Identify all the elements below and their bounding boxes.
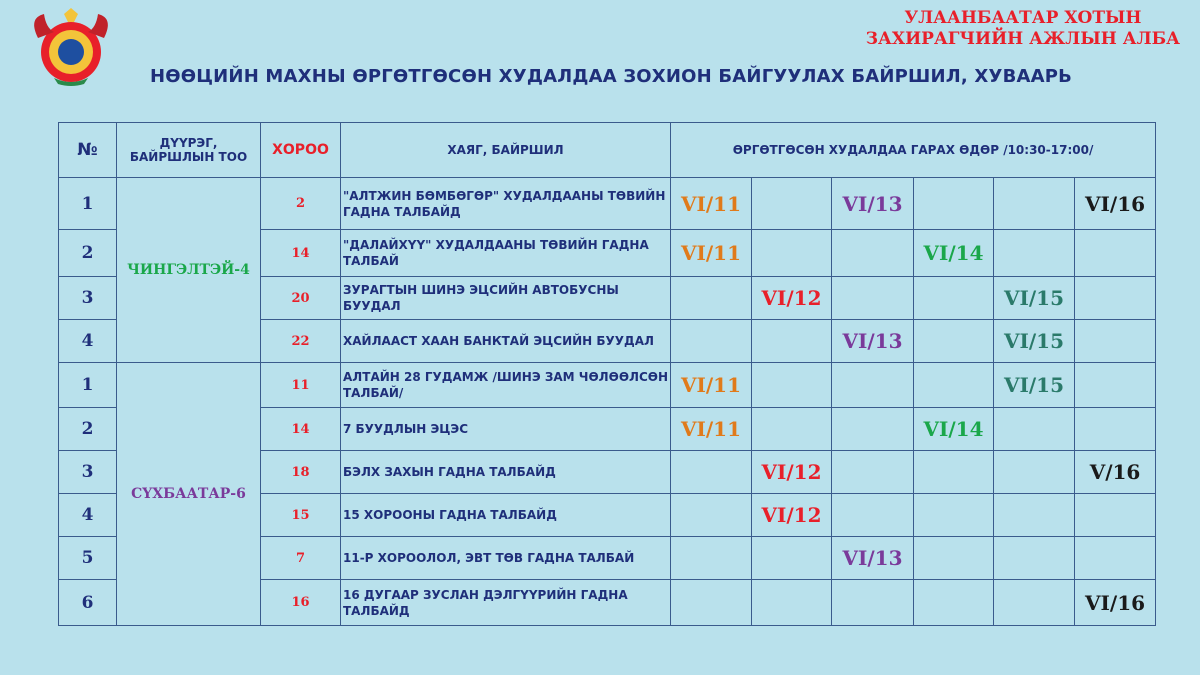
sale-date: V/16 <box>1075 451 1156 494</box>
address: 11-Р ХОРООЛОЛ, ЭВТ ТӨВ ГАДНА ТАЛБАЙ <box>341 537 671 580</box>
sale-date: VI/12 <box>752 277 832 320</box>
address: АЛТАЙН 28 ГУДАМЖ /ШИНЭ ЗАМ ЧӨЛӨӨЛСӨН ТАЛБАЙ/ <box>341 363 671 408</box>
district-name: ЧИНГЭЛТЭЙ-4 <box>117 178 261 363</box>
sale-date <box>994 230 1075 277</box>
sale-date <box>752 320 832 363</box>
address: 16 ДУГААР ЗУСЛАН ДЭЛГҮҮРИЙН ГАДНА ТАЛБАЙД <box>341 580 671 626</box>
sale-date <box>671 451 752 494</box>
address: 15 ХОРООНЫ ГАДНА ТАЛБАЙД <box>341 494 671 537</box>
sale-date: VI/13 <box>832 178 914 230</box>
row-number: 4 <box>59 494 117 537</box>
khoroo-number: 14 <box>261 408 341 451</box>
sale-date: VI/16 <box>1075 178 1156 230</box>
sale-date <box>752 537 832 580</box>
sale-date <box>914 178 994 230</box>
sale-date: VI/11 <box>671 178 752 230</box>
sale-date: VI/15 <box>994 320 1075 363</box>
row-number: 1 <box>59 178 117 230</box>
sale-date <box>994 408 1075 451</box>
sale-date <box>671 277 752 320</box>
address: 7 БУУДЛЫН ЭЦЭС <box>341 408 671 451</box>
header-days: ӨРГӨТГӨСӨН ХУДАЛДАА ГАРАХ ӨДӨР /10:30-17:00/ <box>671 123 1156 178</box>
sale-date <box>832 580 914 626</box>
sale-date <box>1075 320 1156 363</box>
sale-date <box>671 537 752 580</box>
sale-date <box>671 494 752 537</box>
sale-date <box>914 320 994 363</box>
sale-date <box>914 580 994 626</box>
emblem-icon <box>24 8 118 88</box>
sale-date <box>914 537 994 580</box>
khoroo-number: 20 <box>261 277 341 320</box>
table-row <box>59 363 1156 408</box>
sale-date: VI/15 <box>994 363 1075 408</box>
sale-date <box>1075 363 1156 408</box>
sale-date: VI/14 <box>914 408 994 451</box>
sale-date: VI/16 <box>1075 580 1156 626</box>
sale-date: VI/12 <box>752 451 832 494</box>
khoroo-number: 18 <box>261 451 341 494</box>
khoroo-number: 22 <box>261 320 341 363</box>
sale-date <box>1075 494 1156 537</box>
sale-date: VI/11 <box>671 230 752 277</box>
sale-date <box>1075 230 1156 277</box>
khoroo-number: 11 <box>261 363 341 408</box>
row-number: 3 <box>59 451 117 494</box>
row-number: 2 <box>59 230 117 277</box>
sale-date <box>752 363 832 408</box>
org-line-1: УЛААНБААТАР ХОТЫН <box>904 8 1142 28</box>
sale-date <box>1075 277 1156 320</box>
sale-date <box>832 230 914 277</box>
khoroo-number: 14 <box>261 230 341 277</box>
address: ХАЙЛААСТ ХААН БАНКТАЙ ЭЦСИЙН БУУДАЛ <box>341 320 671 363</box>
sale-date <box>752 580 832 626</box>
address: "АЛТЖИН БӨМБӨГӨР" ХУДАЛДААНЫ ТӨВИЙН ГАДНА ТАЛБАЙД <box>341 178 671 230</box>
sale-date <box>914 277 994 320</box>
sale-date <box>752 230 832 277</box>
row-number: 5 <box>59 537 117 580</box>
sale-date <box>914 494 994 537</box>
schedule-table <box>58 122 1156 626</box>
sale-date <box>671 320 752 363</box>
address: БЭЛХ ЗАХЫН ГАДНА ТАЛБАЙД <box>341 451 671 494</box>
sale-date <box>994 580 1075 626</box>
sale-date <box>752 178 832 230</box>
khoroo-number: 15 <box>261 494 341 537</box>
sale-date: VI/11 <box>671 408 752 451</box>
sale-date <box>994 451 1075 494</box>
sale-date <box>832 408 914 451</box>
sale-date <box>752 408 832 451</box>
sale-date: VI/13 <box>832 320 914 363</box>
header-row <box>59 123 1156 178</box>
header-khoroo: ХОРОО <box>261 123 341 178</box>
organization-name <box>866 8 1180 50</box>
org-line-2: ЗАХИРАГЧИЙН АЖЛЫН АЛБА <box>865 29 1180 49</box>
sale-date <box>994 494 1075 537</box>
sale-date <box>671 580 752 626</box>
sale-date <box>832 494 914 537</box>
sale-date <box>994 178 1075 230</box>
sale-date <box>832 277 914 320</box>
sale-date: VI/13 <box>832 537 914 580</box>
page-title: НӨӨЦИЙН МАХНЫ ӨРГӨТГӨСӨН ХУДАЛДАА ЗОХИОН БАЙГУУЛАХ БАЙРШИЛ, ХУВААРЬ <box>150 66 1073 87</box>
sale-date <box>1075 408 1156 451</box>
sale-date <box>832 451 914 494</box>
row-number: 3 <box>59 277 117 320</box>
sale-date: VI/12 <box>752 494 832 537</box>
khoroo-number: 16 <box>261 580 341 626</box>
row-number: 4 <box>59 320 117 363</box>
khoroo-number: 2 <box>261 178 341 230</box>
row-number: 1 <box>59 363 117 408</box>
khoroo-number: 7 <box>261 537 341 580</box>
sale-date <box>832 363 914 408</box>
address: "ДАЛАЙХҮҮ" ХУДАЛДААНЫ ТӨВИЙН ГАДНА ТАЛБАЙ <box>341 230 671 277</box>
sale-date <box>914 451 994 494</box>
header-district: ДҮҮРЭГ, БАЙРШЛЫН ТОО <box>117 123 261 178</box>
table-row <box>59 178 1156 230</box>
sale-date: VI/11 <box>671 363 752 408</box>
sale-date: VI/14 <box>914 230 994 277</box>
sale-date <box>994 537 1075 580</box>
address: ЗУРАГТЫН ШИНЭ ЭЦСИЙН АВТОБУСНЫ БУУДАЛ <box>341 277 671 320</box>
sale-date <box>914 363 994 408</box>
header-address: ХАЯГ, БАЙРШИЛ <box>341 123 671 178</box>
header-num: № <box>59 123 117 178</box>
district-name: СҮХБААТАР-6 <box>117 363 261 626</box>
row-number: 6 <box>59 580 117 626</box>
sale-date <box>1075 537 1156 580</box>
row-number: 2 <box>59 408 117 451</box>
sale-date: VI/15 <box>994 277 1075 320</box>
